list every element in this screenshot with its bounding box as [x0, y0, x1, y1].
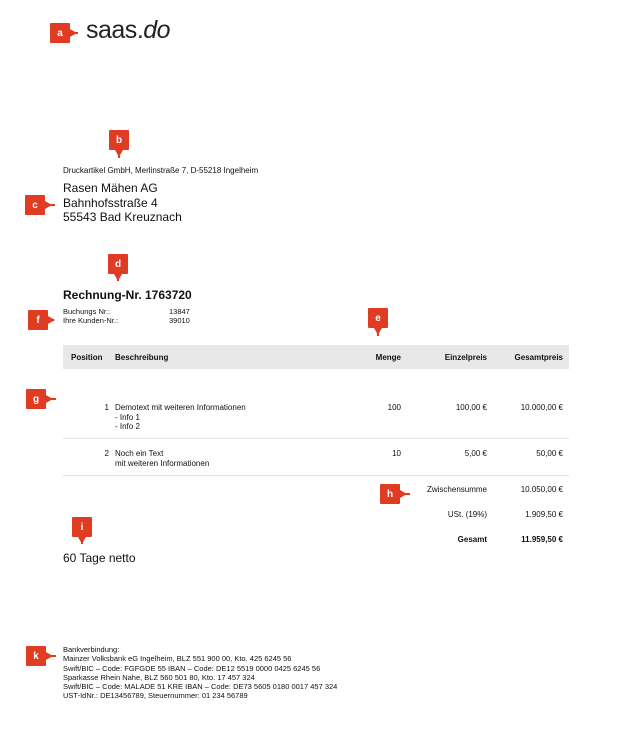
row-unit-price: 5,00 € — [464, 449, 487, 458]
header-position: Position — [71, 352, 103, 362]
marker-d-line — [117, 274, 119, 281]
table-header — [63, 345, 569, 369]
bank-line: Sparkasse Rhein Nahe, BLZ 560 501 80, Kto. 17 457 324 — [63, 672, 255, 682]
bank-line: Bankverbindung: — [63, 645, 120, 654]
desc-line: mit weiteren Informationen — [115, 458, 210, 468]
row-description — [109, 449, 341, 468]
invoice-meta — [63, 307, 190, 325]
marker-k-line — [46, 655, 56, 657]
marker-i: i — [72, 517, 92, 537]
marker-f-line — [48, 319, 54, 321]
subtotal-label: Zwischensumme — [426, 485, 487, 494]
bank-line: Swift/BIC – Code: FGFGDE 55 IBAN – Code: DE12 5519 0000 0425 6245 56 — [63, 663, 321, 673]
payment-terms: 60 Tage netto — [63, 551, 136, 565]
tax-value: 1.909,50 € — [525, 510, 563, 519]
subtotal-value: 10.050,00 € — [520, 485, 563, 494]
marker-e: e — [368, 308, 388, 328]
company-logo — [86, 16, 170, 44]
bank-line: UST-IdNr.: DE13456789, Steuernummer: 01 234 56789 — [63, 691, 248, 701]
row-position: 1 — [104, 403, 109, 412]
desc-line: - Info 2 — [115, 422, 140, 431]
marker-h: h — [380, 484, 400, 504]
customer-label: Ihre Kunden-Nr.: — [63, 316, 119, 325]
header-unit-price: Einzelpreis — [444, 352, 487, 362]
logo-main: saas — [86, 16, 137, 44]
marker-d: d — [108, 254, 128, 274]
table-row — [63, 439, 569, 476]
sender-address: Druckartikel GmbH, Merlinstraße 7, D-55218 Ingelheim — [63, 166, 259, 175]
header-description: Beschreibung — [115, 352, 169, 362]
invoice-title: Rechnung-Nr. 1763720 — [63, 288, 192, 302]
row-description — [109, 403, 341, 432]
booking-value: 13847 — [169, 307, 190, 316]
recipient-street: Bahnhofsstraße 4 — [63, 195, 158, 210]
customer-value: 39010 — [169, 316, 190, 325]
marker-a: a — [50, 23, 70, 43]
header-total-price: Gesamtpreis — [514, 352, 563, 362]
line-items-table — [63, 345, 569, 546]
marker-c-line — [45, 204, 55, 206]
subtotal-row — [63, 484, 569, 496]
marker-e-line — [377, 328, 379, 336]
table-row — [63, 369, 569, 439]
marker-b: b — [109, 130, 129, 150]
marker-g-line — [46, 398, 56, 400]
marker-a-line — [70, 32, 78, 34]
logo-dot: . — [136, 16, 144, 44]
marker-b-line — [118, 150, 120, 158]
marker-i-line — [81, 537, 83, 544]
marker-h-line — [400, 493, 410, 495]
bank-line: Mainzer Volksbank eG Ingelheim, BLZ 551 900 00, Kto. 425 6245 56 — [63, 654, 292, 664]
header-quantity: Menge — [375, 352, 401, 362]
recipient-city: 55543 Bad Kreuznach — [63, 210, 182, 224]
row-total-price: 10.000,00 € — [520, 403, 563, 412]
tax-row — [63, 509, 569, 521]
recipient-address — [63, 181, 182, 225]
row-position: 2 — [104, 449, 109, 458]
total-label: Gesamt — [457, 535, 487, 544]
total-value: 11.959,50 € — [521, 535, 563, 544]
row-total-price: 50,00 € — [536, 449, 563, 458]
logo-suffix: do — [143, 16, 171, 44]
marker-f: f — [28, 310, 48, 330]
desc-line: Noch ein Text — [115, 449, 164, 458]
marker-k: k — [26, 646, 46, 666]
tax-label: USt. (19%) — [447, 510, 487, 519]
row-quantity: 100 — [387, 403, 401, 412]
row-quantity: 10 — [392, 449, 401, 458]
row-unit-price: 100,00 € — [455, 403, 487, 412]
bank-line: Swift/BIC – Code: MALADE 51 KRE IBAN – Code: DE73 5605 0180 0017 457 324 — [63, 682, 338, 692]
desc-line: Demotext mit weiteren Informationen — [115, 403, 246, 412]
desc-line: - Info 1 — [115, 412, 140, 422]
marker-c: c — [25, 195, 45, 215]
total-row — [63, 534, 569, 546]
booking-label: Buchungs Nr.: — [63, 307, 111, 316]
bank-details — [63, 645, 337, 701]
recipient-name: Rasen Mähen AG — [63, 181, 158, 195]
marker-g: g — [26, 389, 46, 409]
